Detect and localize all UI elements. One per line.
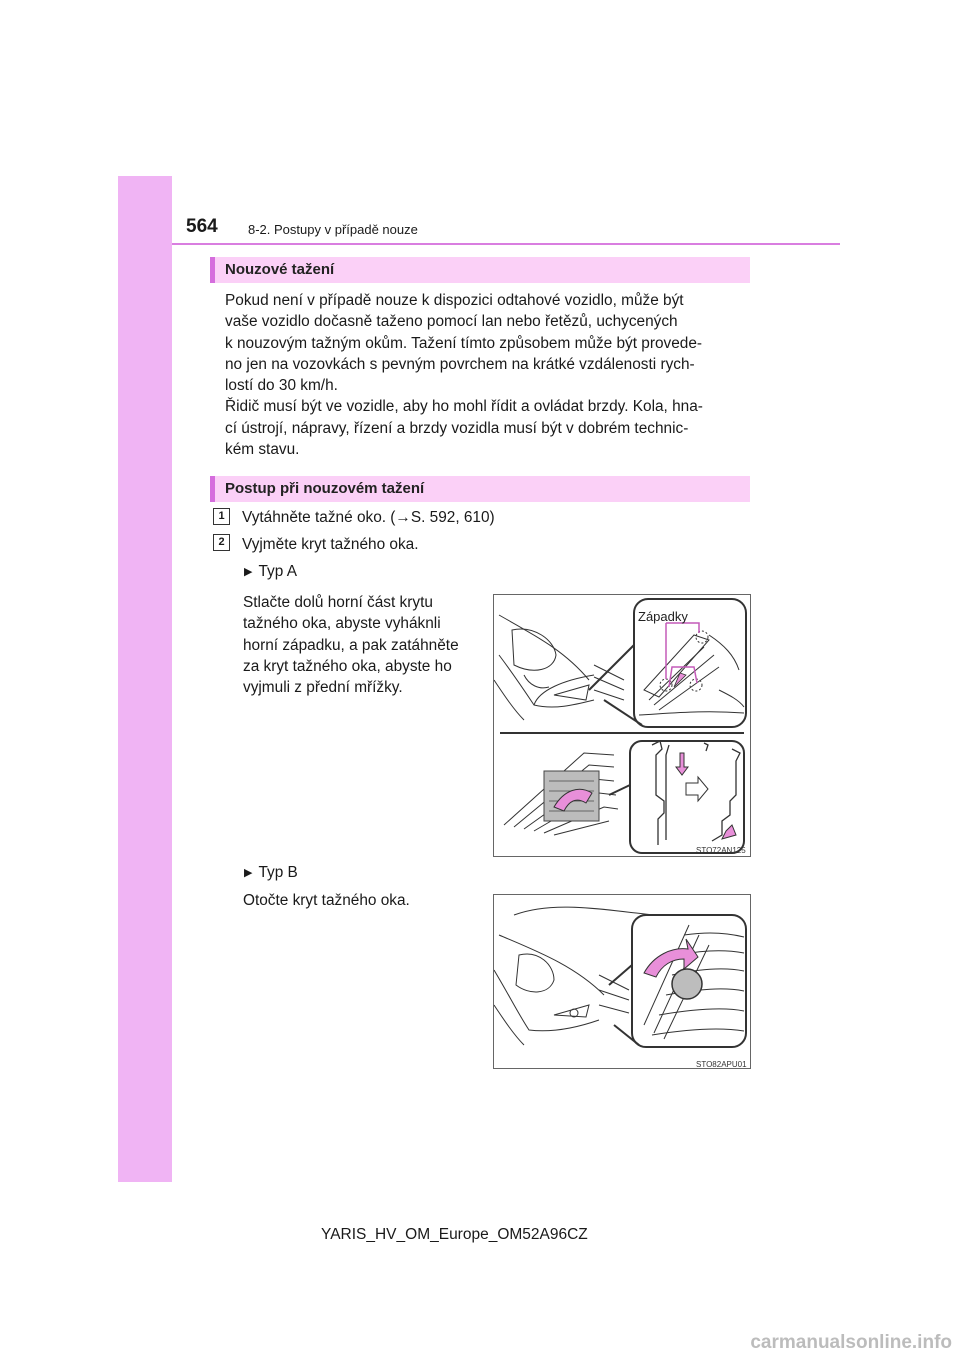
- triangle-right-icon: ▶: [244, 867, 253, 879]
- section-heading-procedure: [210, 476, 750, 502]
- header-divider: [172, 243, 840, 245]
- step-number-1: 1: [213, 508, 230, 525]
- intro-line: kém stavu.: [225, 441, 300, 459]
- triangle-right-icon: ▶: [244, 566, 253, 578]
- page-number: 564: [186, 216, 218, 237]
- chapter-title: 8-2. Postupy v případě nouze: [248, 222, 418, 237]
- type-a-text: Typ A: [258, 563, 297, 580]
- type-a-line: vyjmuli z přední mřížky.: [243, 679, 403, 697]
- figure-type-a: [493, 594, 751, 857]
- type-a-illustration: [494, 595, 750, 856]
- figure-code-type-b: STO82APU01: [696, 1060, 747, 1069]
- type-b-label: [244, 864, 298, 882]
- type-a-line: horní západku, a pak zatáhněte: [243, 636, 459, 654]
- watermark: carmanualsonline.info: [750, 1332, 952, 1353]
- figure-code-type-a: STO72AN125: [696, 846, 746, 855]
- footer-doc-id: YARIS_HV_OM_Europe_OM52A96CZ: [321, 1226, 588, 1243]
- intro-paragraph: [225, 290, 745, 460]
- type-b-text: Typ B: [258, 864, 298, 881]
- type-a-line: Stlačte dolů horní část krytu: [243, 594, 433, 611]
- type-b-illustration: [494, 895, 750, 1068]
- intro-line: Řidič musí být ve vozidle, aby ho mohl řídit a ovládat brzdy. Kola, hna-: [225, 398, 703, 416]
- intro-line: cí ústrojí, nápravy, řízení a brzdy vozidla musí být v dobrém technic-: [225, 419, 689, 437]
- intro-line: no jen na vozovkách s pevným povrchem na krátké vzdálenosti rych-: [225, 355, 695, 373]
- intro-line: k nouzovým tažným okům. Tažení tímto způsobem může být provede-: [225, 334, 703, 352]
- step-text-2: Vyjměte kryt tažného oka.: [242, 536, 419, 553]
- section-heading-emergency-towing: [210, 257, 750, 283]
- section-title: Postup při nouzovém tažení: [225, 480, 425, 497]
- section-title: Nouzové tažení: [225, 261, 335, 278]
- type-a-label: [244, 563, 297, 581]
- intro-line: Pokud není v případě nouze k dispozici odtahové vozidlo, může být: [225, 292, 684, 309]
- intro-line: lostí do 30 km/h.: [225, 377, 338, 395]
- latches-callout: Západky: [638, 609, 688, 624]
- step-number-2: 2: [213, 534, 230, 551]
- type-a-line: za kryt tažného oka, abyste ho: [243, 657, 452, 675]
- type-a-line: tažného oka, abyste vyháknli: [243, 615, 441, 633]
- type-a-description: [243, 592, 476, 698]
- figure-type-b: [493, 894, 751, 1069]
- type-b-description: Otočte kryt tažného oka.: [243, 892, 410, 909]
- intro-line: vaše vozidlo dočasně taženo pomocí lan nebo řetězů, uchycených: [225, 313, 678, 331]
- step-text-1: Vytáhněte tažné oko. (→S. 592, 610): [242, 509, 495, 526]
- chapter-side-tab: [118, 176, 172, 1182]
